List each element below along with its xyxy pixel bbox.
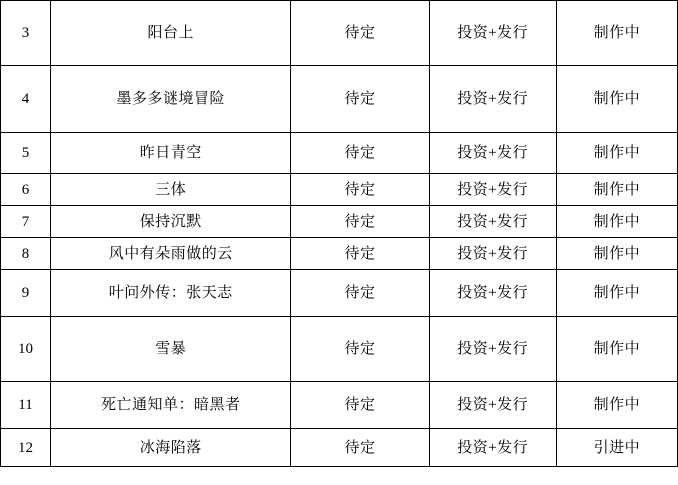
cell-date: 待定 (291, 429, 429, 467)
table-row (1, 238, 678, 270)
table-row (1, 382, 678, 429)
table-body (1, 1, 678, 467)
cell-date: 待定 (291, 206, 429, 238)
cell-role: 投资+发行 (429, 317, 556, 382)
cell-date: 待定 (291, 133, 429, 174)
cell-index: 11 (1, 382, 51, 429)
cell-status: 制作中 (556, 66, 677, 133)
cell-date: 待定 (291, 238, 429, 270)
cell-status: 制作中 (556, 1, 677, 66)
cell-status: 制作中 (556, 382, 677, 429)
table-row (1, 206, 678, 238)
table-row (1, 66, 678, 133)
cell-date: 待定 (291, 270, 429, 317)
cell-status: 制作中 (556, 238, 677, 270)
cell-title: 风中有朵雨做的云 (51, 238, 291, 270)
cell-role: 投资+发行 (429, 206, 556, 238)
table-row (1, 317, 678, 382)
cell-index: 6 (1, 174, 51, 206)
cell-index: 9 (1, 270, 51, 317)
cell-status: 制作中 (556, 133, 677, 174)
cell-index: 7 (1, 206, 51, 238)
cell-title: 阳台上 (51, 1, 291, 66)
cell-index: 5 (1, 133, 51, 174)
cell-status: 制作中 (556, 317, 677, 382)
cell-title: 墨多多谜境冒险 (51, 66, 291, 133)
cell-status: 制作中 (556, 270, 677, 317)
cell-title: 冰海陷落 (51, 429, 291, 467)
cell-title: 昨日青空 (51, 133, 291, 174)
cell-date: 待定 (291, 66, 429, 133)
cell-role: 投资+发行 (429, 174, 556, 206)
cell-status: 制作中 (556, 174, 677, 206)
cell-date: 待定 (291, 317, 429, 382)
cell-role: 投资+发行 (429, 270, 556, 317)
cell-index: 4 (1, 66, 51, 133)
table-row (1, 429, 678, 467)
cell-index: 12 (1, 429, 51, 467)
cell-index: 10 (1, 317, 51, 382)
cell-role: 投资+发行 (429, 1, 556, 66)
cell-role: 投资+发行 (429, 133, 556, 174)
cell-status: 引进中 (556, 429, 677, 467)
cell-date: 待定 (291, 174, 429, 206)
cell-title: 叶问外传：张天志 (51, 270, 291, 317)
cell-role: 投资+发行 (429, 429, 556, 467)
cell-status: 制作中 (556, 206, 677, 238)
cell-title: 死亡通知单：暗黑者 (51, 382, 291, 429)
cell-title: 保持沉默 (51, 206, 291, 238)
cell-title: 三体 (51, 174, 291, 206)
cell-date: 待定 (291, 1, 429, 66)
cell-index: 8 (1, 238, 51, 270)
cell-index: 3 (1, 1, 51, 66)
table-row (1, 174, 678, 206)
table-row (1, 1, 678, 66)
cell-date: 待定 (291, 382, 429, 429)
cell-title: 雪暴 (51, 317, 291, 382)
cell-role: 投资+发行 (429, 66, 556, 133)
table-row (1, 133, 678, 174)
table-row (1, 270, 678, 317)
cell-role: 投资+发行 (429, 238, 556, 270)
cell-role: 投资+发行 (429, 382, 556, 429)
